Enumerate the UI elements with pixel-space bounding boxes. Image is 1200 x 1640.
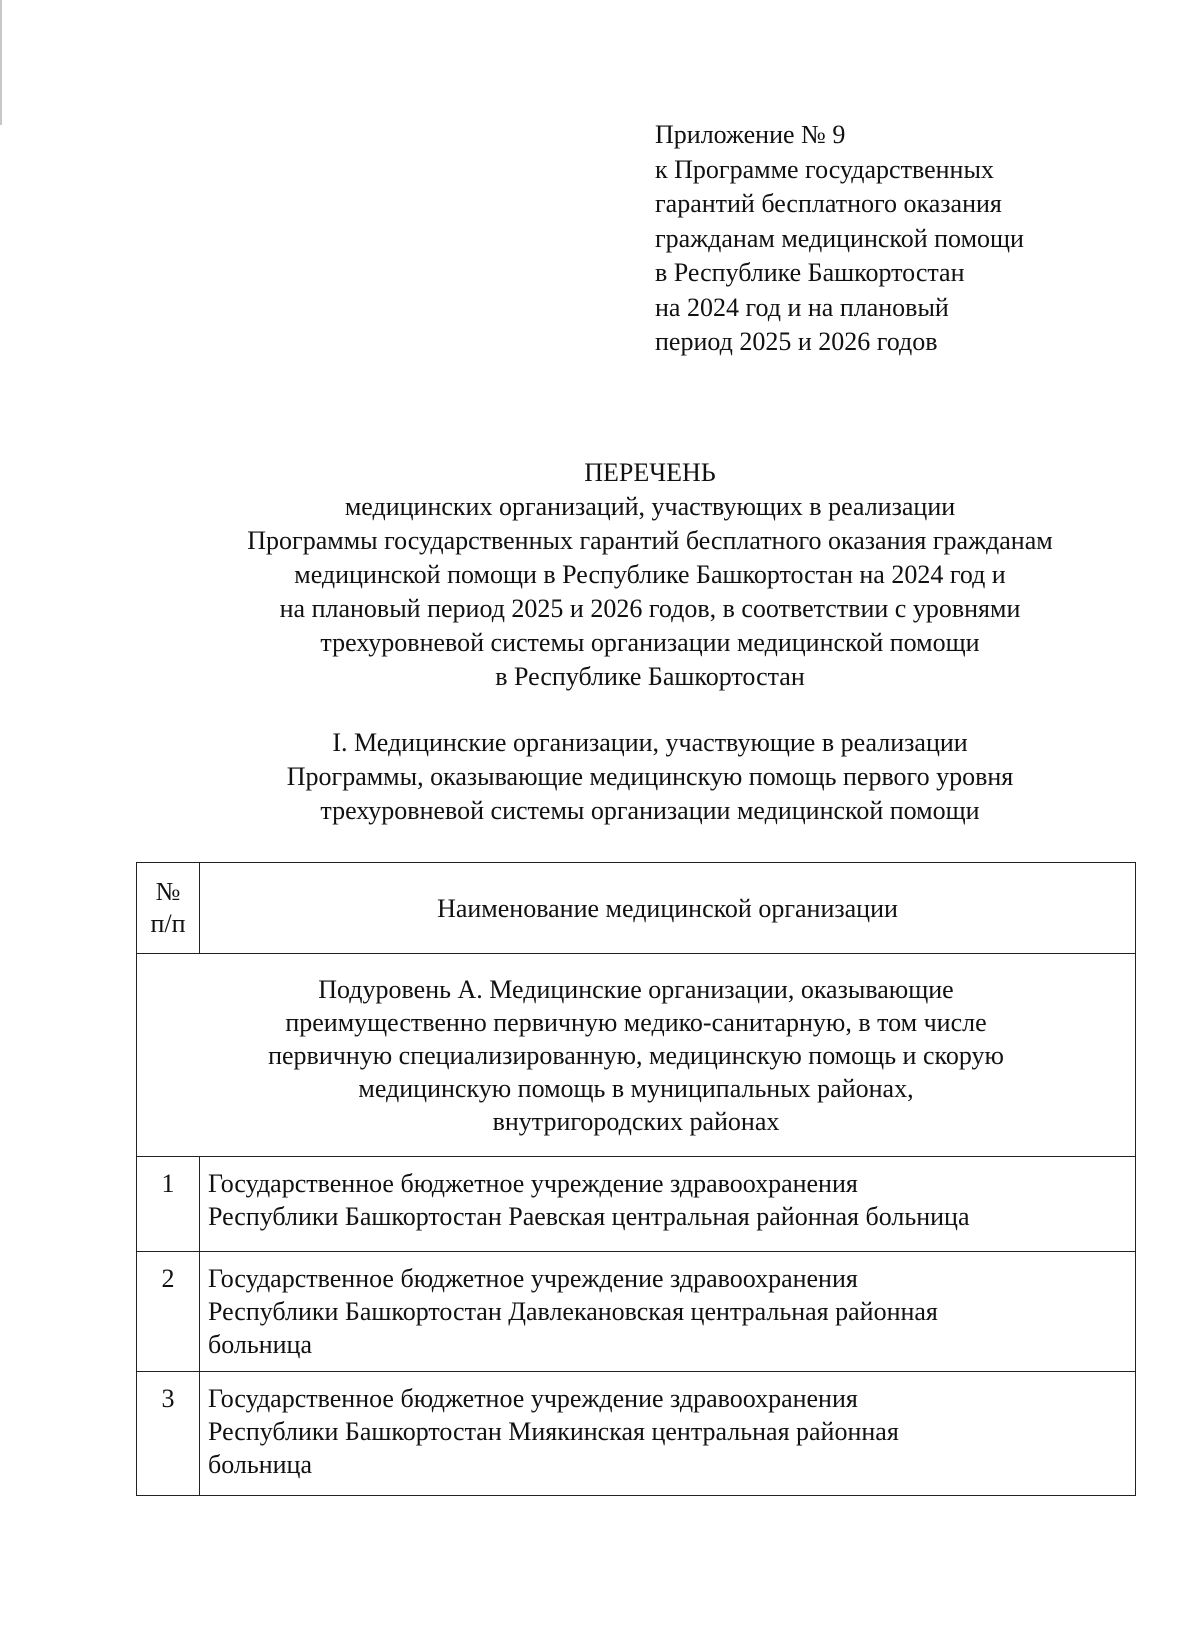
organizations-table — [136, 862, 1136, 1496]
appendix-line: период 2025 и 2026 годов — [655, 327, 938, 356]
org-name-line: Республики Башкортостан Давлекановская центральная районная — [208, 1297, 938, 1326]
subheader-line: преимущественно первичную медико-санитарную, в том числе — [285, 1007, 987, 1037]
document-title — [140, 456, 1160, 694]
appendix-line: на 2024 год и на плановый — [655, 292, 949, 322]
subheader-row — [137, 954, 1136, 1157]
section-line: Программы, оказывающие медицинскую помощь первого уровня — [286, 762, 1014, 791]
title-line: Программы государственных гарантий бесплатного оказания гражданам — [247, 526, 1053, 555]
subheader-cell — [137, 954, 1136, 1157]
org-name-line: Республики Башкортостан Раевская центральная районная больница — [208, 1202, 970, 1231]
table-row — [137, 1372, 1136, 1496]
scan-edge-mark — [0, 0, 2, 125]
org-name-line: больница — [208, 1450, 312, 1479]
appendix-line: в Республике Башкортостан — [655, 258, 965, 287]
table-row — [137, 1157, 1136, 1252]
header-number-abbr: п/п — [150, 909, 186, 938]
title-line: медицинских организаций, участвующих в реализации — [344, 492, 956, 521]
appendix-line: к Программе государственных — [655, 154, 994, 184]
subheader-line: первичную специализированную, медицинскую помощь и скорую — [268, 1040, 1004, 1070]
row-number: 2 — [137, 1252, 200, 1372]
org-name-line: Республики Башкортостан Миякинская центральная районная — [208, 1417, 899, 1446]
org-name-line: больница — [208, 1330, 312, 1359]
row-number: 1 — [137, 1157, 200, 1252]
row-number: 3 — [137, 1372, 200, 1496]
section-line: трехуровневой системы организации медицинской помощи — [320, 796, 980, 825]
table-row — [137, 1252, 1136, 1372]
section-heading — [140, 726, 1160, 828]
title-line: медицинской помощи в Республике Башкортостан на 2024 год и — [294, 560, 1006, 589]
org-name-line: Государственное бюджетное учреждение здравоохранения — [208, 1169, 858, 1198]
row-organization-name — [200, 1252, 1136, 1372]
subheader-line: Подуровень А. Медицинские организации, оказывающие — [318, 974, 954, 1004]
appendix-note — [655, 118, 1175, 360]
table-header-row — [137, 863, 1136, 954]
title-line: на плановый период 2025 и 2026 годов, в соответствии с уровнями — [279, 594, 1021, 623]
org-name-line: Государственное бюджетное учреждение здравоохранения — [208, 1384, 858, 1413]
row-organization-name — [200, 1157, 1136, 1252]
title-line: трехуровневой системы организации медицинской помощи — [320, 628, 980, 657]
header-name-cell: Наименование медицинской организации — [200, 863, 1136, 954]
header-number-symbol: № — [155, 877, 181, 906]
appendix-line: гарантий бесплатного оказания — [655, 189, 1002, 218]
appendix-line: гражданам медицинской помощи — [655, 223, 1024, 253]
subheader-line: внутригородских районах — [492, 1106, 780, 1136]
appendix-line: Приложение № 9 — [655, 120, 846, 149]
title-line: в Республике Башкортостан — [495, 662, 805, 691]
header-number-cell — [137, 863, 200, 954]
row-organization-name — [200, 1372, 1136, 1496]
title-heading: ПЕРЕЧЕНЬ — [584, 458, 716, 487]
subheader-line: медицинскую помощь в муниципальных районах, — [358, 1073, 914, 1103]
org-name-line: Государственное бюджетное учреждение здравоохранения — [208, 1264, 858, 1293]
section-line: I. Медицинские организации, участвующие в реализации — [332, 728, 968, 757]
